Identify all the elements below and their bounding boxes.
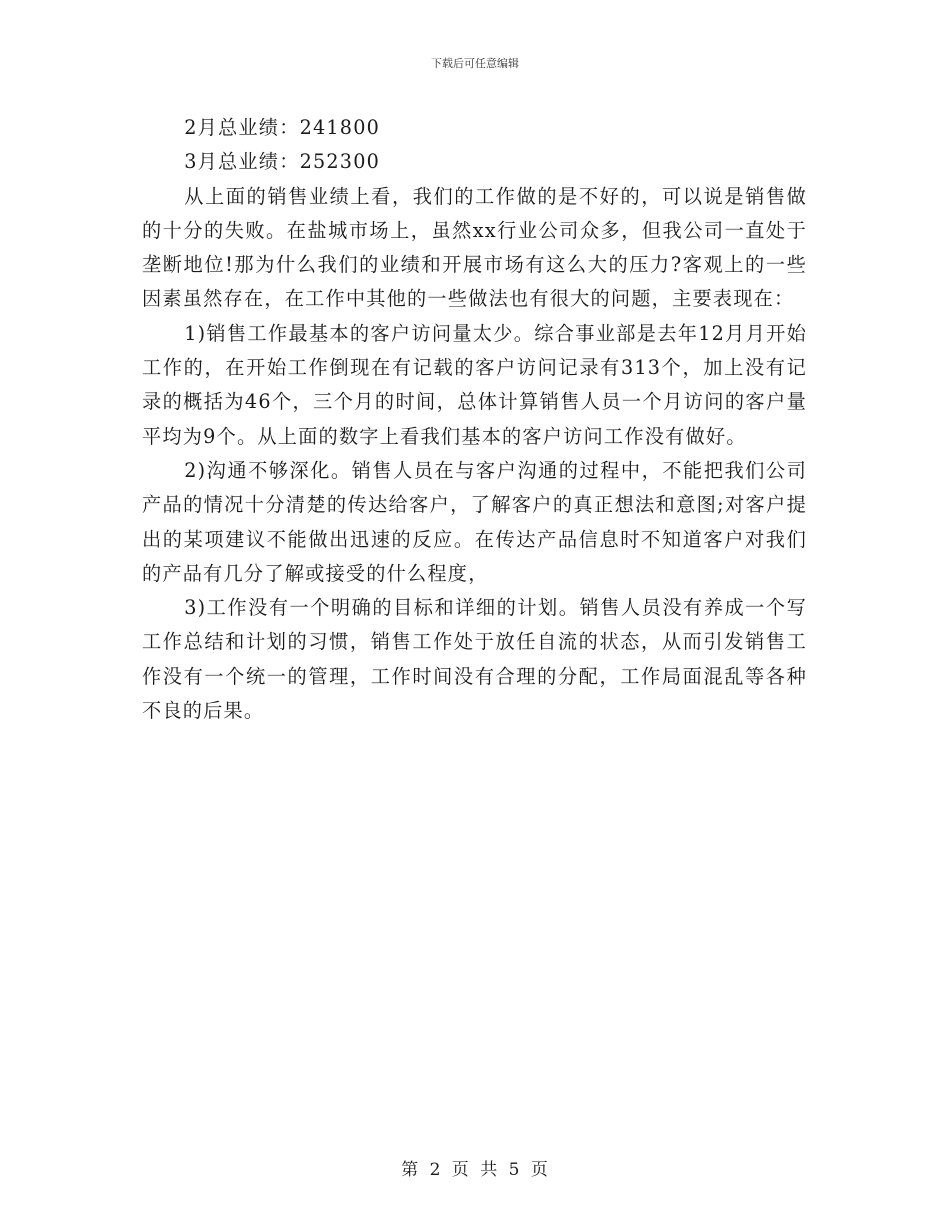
analysis-paragraph: 从上面的销售业绩上看，我们的工作做的是不好的，可以说是销售做的十分的失败。在盐城市场上，虽然xx行业公司众多，但我公司一直处于垄断地位!那为什么我们的业绩和开展市场有这么大的压力?客观上的一些因素虽然存在，在工作中其他的一些做法也有很大的问题，主要表现在：: [142, 184, 807, 311]
page-number-footer: 第 2 页 共 5 页: [401, 1160, 549, 1180]
mar-total-line: 3月总业绩：252300: [184, 150, 381, 174]
feb-total-line: 2月总业绩：241800: [184, 116, 381, 139]
issue-3-paragraph: 3)工作没有一个明确的目标和详细的计划。销售人员没有养成一个写工作总结和计划的习惯，销售工作处于放任自流的状态，从而引发销售工作没有一个统一的管理，工作时间没有合理的分配，工作局面混乱等各种不良的后果。: [142, 596, 807, 723]
document-body: [142, 111, 807, 728]
header-note: 下载后可任意编辑: [431, 57, 519, 70]
issue-2-paragraph: 2)沟通不够深化。销售人员在与客户沟通的过程中，不能把我们公司产品的情况十分清楚的传达给客户，了解客户的真正想法和意图;对客户提出的某项建议不能做出迅速的反应。在传达产品信息时不知道客户对我们的产品有几分了解或接受的什么程度，: [142, 458, 807, 585]
issue-1-paragraph: 1)销售工作最基本的客户访问量太少。综合事业部是去年12月月开始工作的，在开始工作倒现在有记载的客户访问记录有313个，加上没有记录的概括为46个，三个月的时间，总体计算销售人员一个月访问的客户量平均为9个。从上面的数字上看我们基本的客户访问工作没有做好。: [142, 321, 807, 448]
